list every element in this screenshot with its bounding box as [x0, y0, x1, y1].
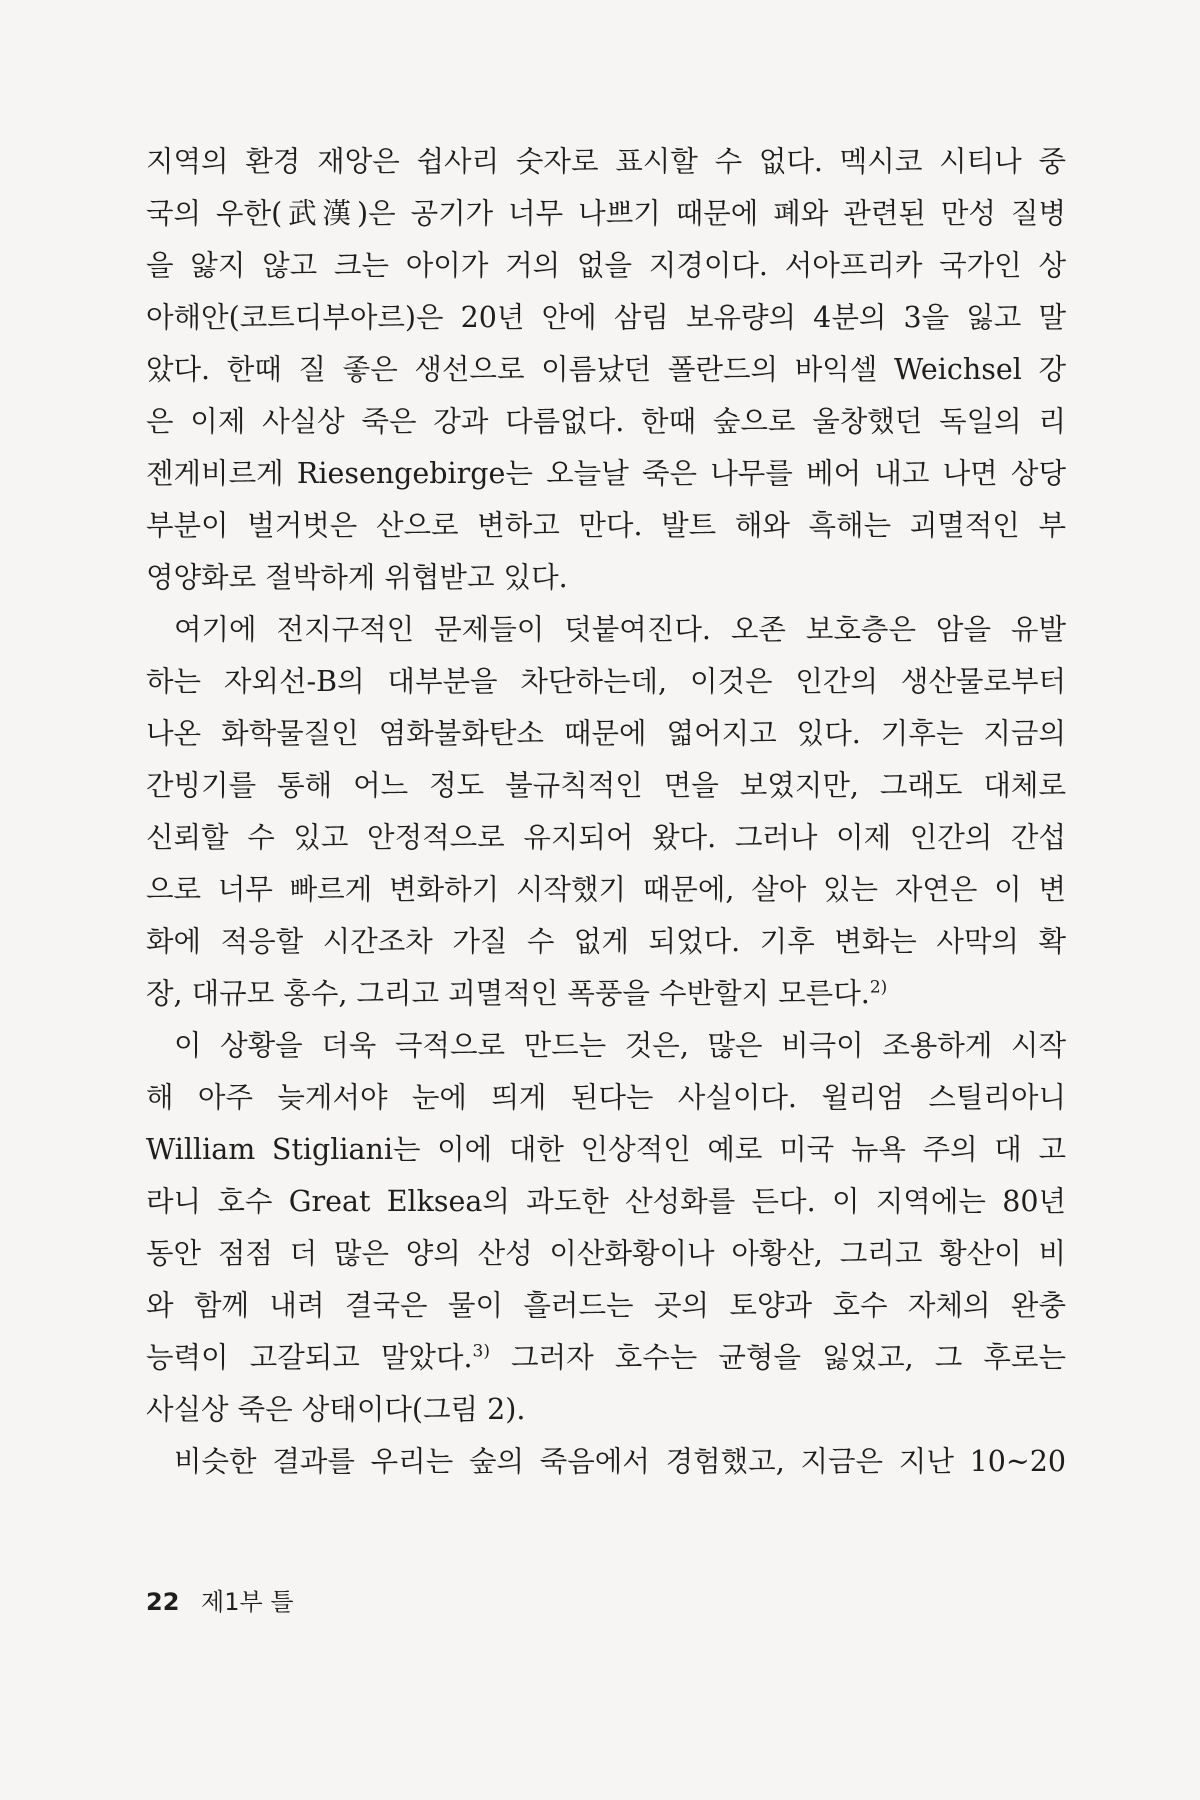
line-text: 으로 너무 빠르게 변화하기 시작했기 때문에, 살아 있는 자연은 이 변: [146, 873, 1066, 906]
text-line: [146, 1436, 1066, 1488]
text-line: [146, 760, 1066, 812]
footnote-reference: 3): [472, 1341, 490, 1362]
line-text: William Stigliani는 이에 대한 인상적인 예로 미국 뉴욕 주의 대 고: [146, 1133, 1066, 1166]
line-text: 을 앓지 않고 크는 아이가 거의 없을 지경이다. 서아프리카 국가인 상: [146, 249, 1066, 282]
line-text: 국의 우한(武漢)은 공기가 너무 나쁘기 때문에 폐와 관련된 만성 질병: [146, 197, 1066, 230]
line-text: 여기에 전지구적인 문제들이 덧붙여진다. 오존 보호층은 암을 유발: [174, 613, 1066, 646]
section-title: 제1부 틀: [201, 1588, 294, 1616]
line-text: 라니 호수 Great Elksea의 과도한 산성화를 든다. 이 지역에는 80년: [146, 1185, 1066, 1218]
line-text: 하는 자외선-B의 대부분을 차단하는데, 이것은 인간의 생산물로부터: [146, 665, 1066, 698]
text-line: [146, 448, 1066, 500]
text-line: [146, 396, 1066, 448]
line-text: 은 이제 사실상 죽은 강과 다름없다. 한때 숲으로 울창했던 독일의 리: [146, 405, 1066, 438]
text-line: [146, 1280, 1066, 1332]
text-line: [146, 1176, 1066, 1228]
line-text: 부분이 벌거벗은 산으로 변하고 만다. 발트 해와 흑해는 괴멸적인 부: [146, 509, 1066, 542]
line-text: 능력이 고갈되고 말았다.: [146, 1341, 473, 1374]
line-text: 화에 적응할 시간조차 가질 수 없게 되었다. 기후 변화는 사막의 확: [146, 925, 1066, 958]
text-line: [146, 864, 1066, 916]
footnote-reference: 2): [869, 977, 888, 998]
text-line: [146, 1072, 1066, 1124]
text-line: [146, 916, 1066, 968]
line-text: 동안 점점 더 많은 양의 산성 이산화황이나 아황산, 그리고 황산이 비: [146, 1237, 1066, 1270]
text-line: [146, 1228, 1066, 1280]
line-text: 영양화로 절박하게 위협받고 있다.: [146, 561, 568, 594]
text-line: [146, 708, 1066, 760]
line-text: 해 아주 늦게서야 눈에 띄게 된다는 사실이다. 윌리엄 스틸리아니: [146, 1081, 1066, 1114]
text-line: [146, 1124, 1066, 1176]
text-line: [146, 188, 1066, 240]
line-text-continued: 그러자 호수는 균형을 잃었고, 그 후로는: [489, 1341, 1066, 1374]
line-text: 아해안(코트디부아르)은 20년 안에 삼림 보유량의 4분의 3을 잃고 말: [146, 301, 1066, 334]
line-text: 신뢰할 수 있고 안정적으로 유지되어 왔다. 그러나 이제 인간의 간섭: [146, 821, 1066, 854]
line-text: 사실상 죽은 상태이다(그림 2).: [146, 1393, 526, 1426]
text-line: [146, 1332, 1066, 1384]
text-line: [146, 812, 1066, 864]
text-line: [146, 344, 1066, 396]
page-footer: [146, 1582, 294, 1617]
text-line: [146, 552, 1066, 604]
text-line: [146, 240, 1066, 292]
line-text: 젠게비르게 Riesengebirge는 오늘날 죽은 나무를 베어 내고 나면 상당: [146, 457, 1066, 490]
line-text: 와 함께 내려 결국은 물이 흘러드는 곳의 토양과 호수 자체의 완충: [146, 1289, 1066, 1322]
line-text: 지역의 환경 재앙은 쉽사리 숫자로 표시할 수 없다. 멕시코 시티나 중: [146, 145, 1066, 178]
page-number: 22: [146, 1588, 180, 1616]
line-text: 이 상황을 더욱 극적으로 만드는 것은, 많은 비극이 조용하게 시작: [174, 1029, 1066, 1062]
text-line: [146, 136, 1066, 188]
text-line: [146, 292, 1066, 344]
text-line: [146, 656, 1066, 708]
line-text: 비슷한 결과를 우리는 숲의 죽음에서 경험했고, 지금은 지난 10~20: [174, 1445, 1066, 1478]
text-line: [146, 604, 1066, 656]
line-text: 간빙기를 통해 어느 정도 불규칙적인 면을 보였지만, 그래도 대체로: [146, 769, 1066, 802]
line-text: 나온 화학물질인 염화불화탄소 때문에 엷어지고 있다. 기후는 지금의: [146, 717, 1066, 750]
text-line: [146, 1020, 1066, 1072]
text-line: [146, 1384, 1066, 1436]
line-text: 장, 대규모 홍수, 그리고 괴멸적인 폭풍을 수반할지 모른다.: [146, 977, 870, 1010]
text-line: [146, 500, 1066, 552]
body-text: [146, 136, 1066, 1488]
text-line: [146, 968, 1066, 1020]
line-text: 았다. 한때 질 좋은 생선으로 이름났던 폴란드의 바익셀 Weichsel 강: [146, 353, 1066, 386]
